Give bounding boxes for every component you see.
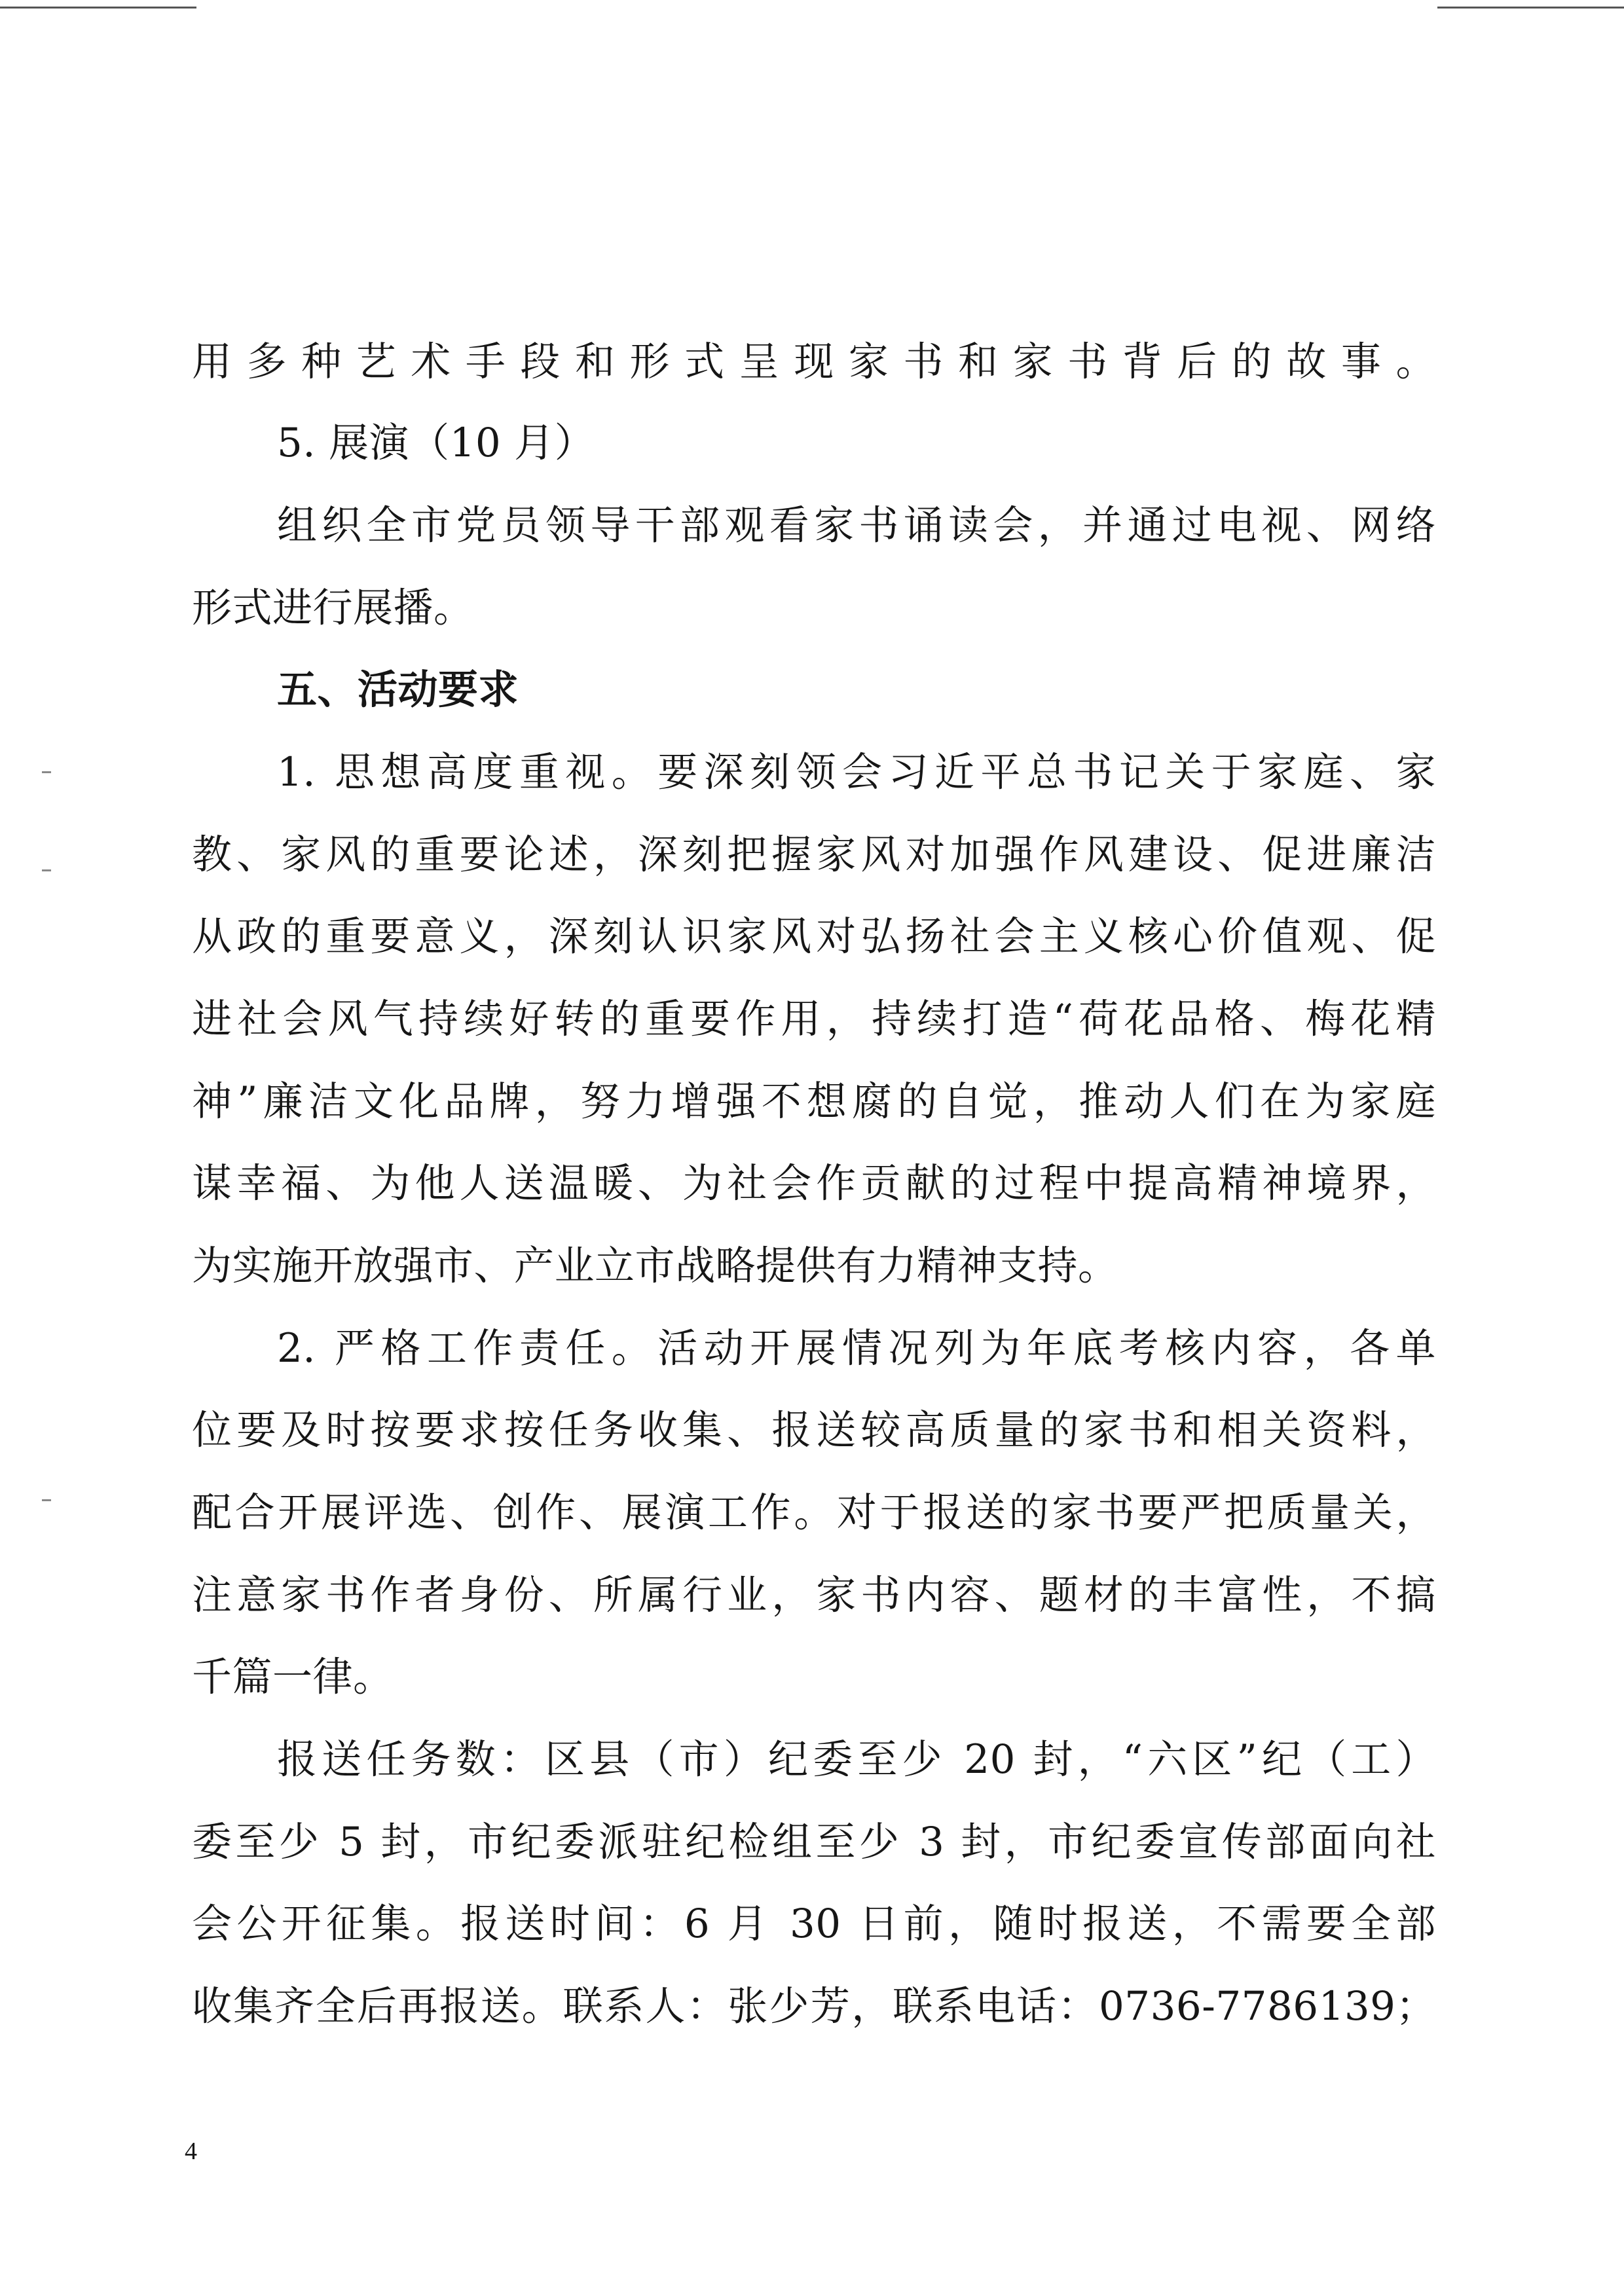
scan-edge-line: [0, 7, 196, 9]
body-text-line: 2. 严格工作责任。活动开展情况列为年底考核内容，各单: [277, 1325, 1436, 1372]
body-text-line: 谋幸福、为他人送温暖、为社会作贡献的过程中提高精神境界，: [192, 1160, 1436, 1207]
body-text-line: 委至少 5 封，市纪委派驻纪检组至少 3 封，市纪委宣传部面向社: [192, 1819, 1436, 1865]
body-text-line: 注意家书作者身份、所属行业，家书内容、题材的丰富性，不搞: [192, 1572, 1436, 1618]
body-text-line: 配合开展评选、创作、展演工作。对于报送的家书要严把质量关，: [192, 1489, 1436, 1536]
body-text-line: 为实施开放强市、产业立市战略提供有力精神支持。: [192, 1243, 1118, 1289]
body-text-line: 位要及时按要求按任务收集、报送较高质量的家书和相关资料，: [192, 1407, 1436, 1453]
body-text-line: 从政的重要意义，深刻认识家风对弘扬社会主义核心价值观、促: [192, 913, 1436, 960]
body-text-line: 教、家风的重要论述，深刻把握家风对加强作风建设、促进廉洁: [192, 831, 1436, 878]
section-heading: 五、活动要求: [277, 666, 519, 713]
scan-margin-mark: [42, 869, 51, 871]
scan-edge-line: [1437, 7, 1624, 9]
subsection-heading: 5. 展演（10 月）: [277, 420, 595, 466]
body-text-line: 1. 思想高度重视。要深刻领会习近平总书记关于家庭、家: [277, 749, 1436, 795]
body-text-line: 组织全市党员领导干部观看家书诵读会，并通过电视、网络: [277, 502, 1436, 549]
body-text-line: 进社会风气持续好转的重要作用，持续打造“荷花品格、梅花精: [192, 996, 1436, 1042]
scan-margin-mark: [42, 1499, 51, 1501]
body-text-line: 神”廉洁文化品牌，努力增强不想腐的自觉，推动人们在为家庭: [192, 1078, 1436, 1125]
page-number: 4: [185, 2138, 197, 2165]
body-text-line: 报送任务数：区县（市）纪委至少 20 封，“六区”纪（工）: [277, 1736, 1436, 1783]
body-text-line: 形式进行展播。: [192, 585, 474, 631]
body-text-line: 用多种艺术手段和形式呈现家书和家书背后的故事。: [192, 338, 1436, 385]
body-text-line: 收集齐全后再报送。联系人：张少芳，联系电话：0736-7786139；: [192, 1983, 1436, 2030]
scan-margin-mark: [42, 771, 51, 773]
body-text-line: 千篇一律。: [192, 1654, 394, 1700]
body-text-line: 会公开征集。报送时间：6 月 30 日前，随时报送，不需要全部: [192, 1901, 1436, 1947]
